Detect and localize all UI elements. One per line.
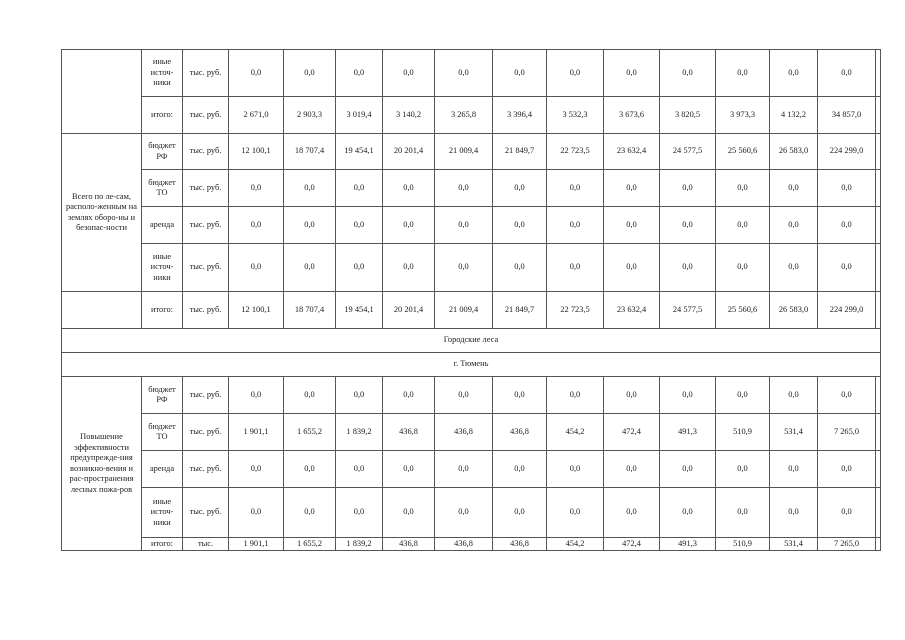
right-edge — [876, 451, 881, 488]
value-cell: 436,8 — [493, 538, 547, 551]
value-cell: 0,0 — [770, 451, 818, 488]
row-group-label: Всего по ле-сам, располо-женным на землях оборо-ны и безопас-ности — [62, 134, 142, 292]
value-cell: 0,0 — [770, 170, 818, 207]
value-cell: 1 655,2 — [284, 538, 336, 551]
value-cell: 0,0 — [770, 488, 818, 538]
table-row — [62, 414, 881, 451]
value-cell: 0,0 — [383, 244, 435, 292]
unit-cell: тыс. руб. — [183, 244, 229, 292]
value-cell: 0,0 — [336, 377, 383, 414]
value-cell: 19 454,1 — [336, 134, 383, 170]
value-cell: 0,0 — [493, 50, 547, 97]
right-edge — [876, 488, 881, 538]
value-cell: 0,0 — [770, 377, 818, 414]
right-edge — [876, 377, 881, 414]
value-cell: 0,0 — [336, 207, 383, 244]
value-cell: 26 583,0 — [770, 134, 818, 170]
value-cell: 4 132,2 — [770, 97, 818, 134]
value-cell: 0,0 — [818, 50, 876, 97]
value-cell: 472,4 — [604, 414, 660, 451]
value-cell: 18 707,4 — [284, 134, 336, 170]
value-cell: 0,0 — [716, 207, 770, 244]
value-cell: 0,0 — [660, 488, 716, 538]
value-cell: 0,0 — [716, 488, 770, 538]
value-cell: 0,0 — [229, 244, 284, 292]
right-edge — [876, 292, 881, 329]
value-cell: 436,8 — [435, 538, 493, 551]
value-cell: 21 849,7 — [493, 134, 547, 170]
right-edge — [876, 50, 881, 97]
section-heading: Городские леса — [62, 329, 881, 353]
value-cell: 0,0 — [383, 170, 435, 207]
value-cell: 0,0 — [604, 451, 660, 488]
funding-source: иные источ-ники — [142, 488, 183, 538]
right-edge — [876, 207, 881, 244]
value-cell: 0,0 — [493, 377, 547, 414]
value-cell: 24 577,5 — [660, 134, 716, 170]
value-cell: 0,0 — [493, 451, 547, 488]
budget-table — [61, 49, 881, 551]
value-cell: 0,0 — [547, 488, 604, 538]
value-cell: 224 299,0 — [818, 134, 876, 170]
value-cell: 0,0 — [547, 377, 604, 414]
value-cell: 531,4 — [770, 414, 818, 451]
value-cell: 0,0 — [716, 50, 770, 97]
value-cell: 21 009,4 — [435, 292, 493, 329]
value-cell: 21 009,4 — [435, 134, 493, 170]
value-cell: 19 454,1 — [336, 292, 383, 329]
funding-source: итого: — [142, 292, 183, 329]
value-cell: 3 265,8 — [435, 97, 493, 134]
value-cell: 0,0 — [660, 451, 716, 488]
table-row — [62, 451, 881, 488]
value-cell: 3 019,4 — [336, 97, 383, 134]
value-cell: 0,0 — [660, 244, 716, 292]
value-cell: 0,0 — [716, 451, 770, 488]
value-cell: 0,0 — [229, 488, 284, 538]
value-cell: 436,8 — [383, 414, 435, 451]
value-cell: 0,0 — [383, 377, 435, 414]
value-cell: 0,0 — [284, 244, 336, 292]
value-cell: 3 140,2 — [383, 97, 435, 134]
row-group-label — [62, 292, 142, 329]
value-cell: 24 577,5 — [660, 292, 716, 329]
right-edge — [876, 414, 881, 451]
section-heading: г. Тюмень — [62, 353, 881, 377]
unit-cell: тыс. руб. — [183, 50, 229, 97]
funding-source: аренда — [142, 451, 183, 488]
value-cell: 0,0 — [229, 451, 284, 488]
value-cell: 1 655,2 — [284, 414, 336, 451]
value-cell: 0,0 — [818, 488, 876, 538]
unit-cell: тыс. руб. — [183, 134, 229, 170]
value-cell: 224 299,0 — [818, 292, 876, 329]
table-row — [62, 207, 881, 244]
unit-cell: тыс. руб. — [183, 414, 229, 451]
value-cell: 0,0 — [336, 488, 383, 538]
value-cell: 0,0 — [336, 451, 383, 488]
value-cell: 0,0 — [604, 244, 660, 292]
value-cell: 20 201,4 — [383, 134, 435, 170]
value-cell: 436,8 — [383, 538, 435, 551]
value-cell: 1 901,1 — [229, 538, 284, 551]
value-cell: 21 849,7 — [493, 292, 547, 329]
value-cell: 510,9 — [716, 414, 770, 451]
value-cell: 0,0 — [284, 377, 336, 414]
right-edge — [876, 538, 881, 551]
unit-cell: тыс. руб. — [183, 207, 229, 244]
value-cell: 0,0 — [435, 488, 493, 538]
value-cell: 0,0 — [229, 50, 284, 97]
table-row — [62, 244, 881, 292]
value-cell: 436,8 — [435, 414, 493, 451]
value-cell: 0,0 — [604, 207, 660, 244]
value-cell: 0,0 — [547, 170, 604, 207]
table-row — [62, 377, 881, 414]
funding-source: иные источ-ники — [142, 50, 183, 97]
funding-source: итого: — [142, 538, 183, 551]
funding-source: бюджет РФ — [142, 377, 183, 414]
value-cell: 0,0 — [660, 207, 716, 244]
value-cell: 0,0 — [493, 244, 547, 292]
value-cell: 3 532,3 — [547, 97, 604, 134]
value-cell: 0,0 — [493, 170, 547, 207]
value-cell: 472,4 — [604, 538, 660, 551]
value-cell: 0,0 — [716, 377, 770, 414]
value-cell: 0,0 — [547, 50, 604, 97]
table-row — [62, 292, 881, 329]
unit-cell: тыс. руб. — [183, 488, 229, 538]
value-cell: 7 265,0 — [818, 538, 876, 551]
value-cell: 0,0 — [284, 207, 336, 244]
value-cell: 0,0 — [818, 170, 876, 207]
value-cell: 0,0 — [383, 207, 435, 244]
funding-source: итого: — [142, 97, 183, 134]
value-cell: 12 100,1 — [229, 292, 284, 329]
value-cell: 0,0 — [604, 377, 660, 414]
value-cell: 491,3 — [660, 414, 716, 451]
value-cell: 20 201,4 — [383, 292, 435, 329]
value-cell: 23 632,4 — [604, 292, 660, 329]
unit-cell: тыс. руб. — [183, 292, 229, 329]
value-cell: 454,2 — [547, 414, 604, 451]
value-cell: 0,0 — [229, 377, 284, 414]
value-cell: 3 820,5 — [660, 97, 716, 134]
value-cell: 12 100,1 — [229, 134, 284, 170]
value-cell: 510,9 — [716, 538, 770, 551]
value-cell: 0,0 — [660, 170, 716, 207]
value-cell: 0,0 — [716, 244, 770, 292]
unit-cell: тыс. руб. — [183, 451, 229, 488]
value-cell: 0,0 — [716, 170, 770, 207]
unit-cell: тыс. — [183, 538, 229, 551]
value-cell: 18 707,4 — [284, 292, 336, 329]
value-cell: 0,0 — [435, 244, 493, 292]
table-body — [62, 50, 881, 551]
value-cell: 0,0 — [547, 244, 604, 292]
unit-cell: тыс. руб. — [183, 170, 229, 207]
value-cell: 23 632,4 — [604, 134, 660, 170]
table-row — [62, 134, 881, 170]
value-cell: 0,0 — [547, 451, 604, 488]
value-cell: 34 857,0 — [818, 97, 876, 134]
value-cell: 2 671,0 — [229, 97, 284, 134]
right-edge — [876, 97, 881, 134]
value-cell: 0,0 — [493, 488, 547, 538]
value-cell: 0,0 — [818, 451, 876, 488]
value-cell: 0,0 — [435, 50, 493, 97]
value-cell: 1 901,1 — [229, 414, 284, 451]
value-cell: 0,0 — [336, 170, 383, 207]
value-cell: 0,0 — [770, 244, 818, 292]
value-cell: 7 265,0 — [818, 414, 876, 451]
value-cell: 0,0 — [493, 207, 547, 244]
table-row — [62, 538, 881, 551]
value-cell: 0,0 — [284, 488, 336, 538]
unit-cell: тыс. руб. — [183, 377, 229, 414]
value-cell: 1 839,2 — [336, 538, 383, 551]
value-cell: 1 839,2 — [336, 414, 383, 451]
funding-source: иные источ-ники — [142, 244, 183, 292]
table-row — [62, 97, 881, 134]
value-cell: 0,0 — [818, 207, 876, 244]
value-cell: 0,0 — [336, 244, 383, 292]
funding-source: бюджет ТО — [142, 414, 183, 451]
value-cell: 0,0 — [284, 170, 336, 207]
value-cell: 0,0 — [284, 451, 336, 488]
table-row — [62, 170, 881, 207]
value-cell: 3 973,3 — [716, 97, 770, 134]
value-cell: 0,0 — [435, 170, 493, 207]
section-row — [62, 353, 881, 377]
value-cell: 0,0 — [604, 488, 660, 538]
value-cell: 22 723,5 — [547, 134, 604, 170]
funding-source: аренда — [142, 207, 183, 244]
value-cell: 436,8 — [493, 414, 547, 451]
value-cell: 2 903,3 — [284, 97, 336, 134]
value-cell: 0,0 — [229, 170, 284, 207]
table-row — [62, 488, 881, 538]
funding-source: бюджет ТО — [142, 170, 183, 207]
table-row — [62, 50, 881, 97]
value-cell: 531,4 — [770, 538, 818, 551]
value-cell: 454,2 — [547, 538, 604, 551]
value-cell: 0,0 — [660, 377, 716, 414]
value-cell: 0,0 — [818, 377, 876, 414]
value-cell: 22 723,5 — [547, 292, 604, 329]
right-edge — [876, 134, 881, 170]
value-cell: 0,0 — [547, 207, 604, 244]
row-group-label: Повышение эффективности предупрежде-ния возникно-вения и рас-пространения лесных пожа-ров — [62, 377, 142, 551]
value-cell: 0,0 — [383, 488, 435, 538]
value-cell: 0,0 — [660, 50, 716, 97]
value-cell: 25 560,6 — [716, 292, 770, 329]
value-cell: 0,0 — [383, 451, 435, 488]
value-cell: 0,0 — [336, 50, 383, 97]
value-cell: 0,0 — [604, 170, 660, 207]
right-edge — [876, 244, 881, 292]
value-cell: 3 396,4 — [493, 97, 547, 134]
value-cell: 3 673,6 — [604, 97, 660, 134]
unit-cell: тыс. руб. — [183, 97, 229, 134]
value-cell: 25 560,6 — [716, 134, 770, 170]
value-cell: 491,3 — [660, 538, 716, 551]
right-edge — [876, 170, 881, 207]
section-row — [62, 329, 881, 353]
value-cell: 0,0 — [435, 451, 493, 488]
value-cell: 0,0 — [383, 50, 435, 97]
value-cell: 0,0 — [229, 207, 284, 244]
value-cell: 0,0 — [818, 244, 876, 292]
value-cell: 0,0 — [770, 207, 818, 244]
funding-source: бюджет РФ — [142, 134, 183, 170]
value-cell: 0,0 — [604, 50, 660, 97]
row-group-label — [62, 50, 142, 134]
value-cell: 26 583,0 — [770, 292, 818, 329]
value-cell: 0,0 — [435, 377, 493, 414]
value-cell: 0,0 — [435, 207, 493, 244]
value-cell: 0,0 — [284, 50, 336, 97]
value-cell: 0,0 — [770, 50, 818, 97]
